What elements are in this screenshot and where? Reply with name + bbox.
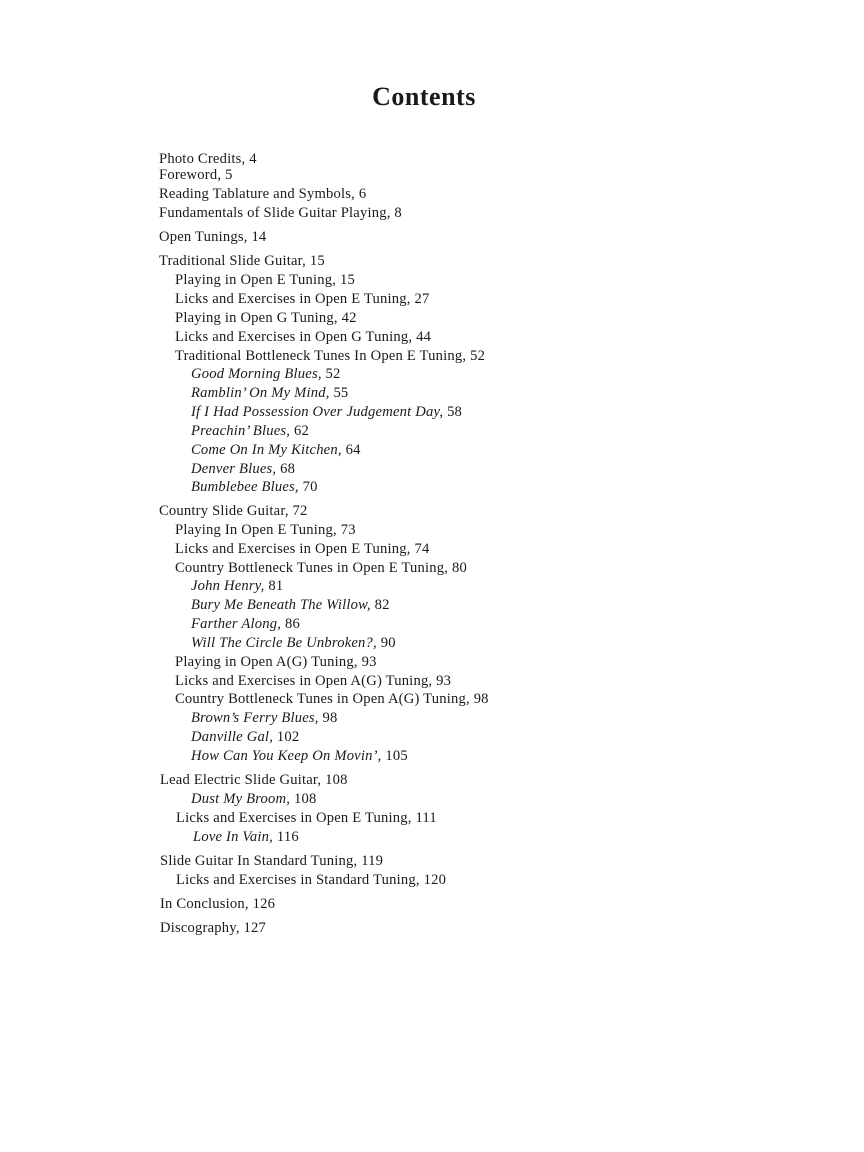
toc-entry-title: Reading Tablature and Symbols, <box>159 186 356 202</box>
toc-entry-title: Foreword, <box>159 167 222 183</box>
toc-entry-title: Farther Along, <box>191 616 282 632</box>
toc-entry-title: Open Tunings, <box>159 229 248 245</box>
toc-entry-title: If I Had Possession Over Judgement Day, <box>191 404 444 420</box>
toc-entry <box>176 809 437 827</box>
toc-entry-page: 73 <box>340 522 356 538</box>
toc-entry-title: Licks and Exercises in Open E Tuning, <box>175 541 411 557</box>
toc-entry-page: 80 <box>452 560 467 576</box>
toc-entry-title: Danville Gal, <box>191 729 274 745</box>
toc-entry <box>191 478 318 496</box>
toc-entry <box>191 577 283 595</box>
toc-entry-title: Discography, <box>160 920 240 936</box>
toc-entry <box>160 919 266 937</box>
toc-entry <box>175 271 355 289</box>
toc-entry-page: 93 <box>361 654 377 670</box>
toc-entry-page: 55 <box>333 385 349 401</box>
toc-entry-page: 6 <box>358 186 367 202</box>
toc-entry <box>159 185 366 203</box>
toc-entry-title: Playing in Open A(G) Tuning, <box>175 654 358 670</box>
toc-entry <box>191 422 309 440</box>
toc-entry-page: 68 <box>280 461 296 477</box>
toc-entry-title: Country Bottleneck Tunes in Open A(G) Tuning, <box>175 691 470 707</box>
toc-entry-page: 98 <box>322 710 338 726</box>
toc-entry <box>191 441 361 459</box>
toc-entry <box>159 252 325 270</box>
toc-entry-page: 14 <box>251 229 267 245</box>
toc-entry-title: Bury Me Beneath The Willow, <box>191 597 371 613</box>
toc-entry-title: Licks and Exercises in Open E Tuning, <box>176 810 412 826</box>
toc-entry-page: 98 <box>473 691 489 707</box>
toc-entry-title: Playing in Open E Tuning, <box>175 272 337 288</box>
toc-entry-page: 120 <box>423 872 447 888</box>
toc-entry <box>160 895 275 913</box>
toc-entry-title: Licks and Exercises in Open G Tuning, <box>175 329 413 345</box>
toc-entry <box>191 403 462 421</box>
toc-entry-title: Come On In My Kitchen, <box>191 442 342 458</box>
toc-entry-page: 108 <box>294 791 317 807</box>
toc-entry-page: 119 <box>361 853 384 869</box>
toc-entry <box>176 871 446 889</box>
toc-entry <box>191 365 341 383</box>
toc-entry <box>159 204 402 222</box>
toc-entry-page: 4 <box>249 151 257 167</box>
toc-entry-title: Playing In Open E Tuning, <box>175 522 337 538</box>
toc-entry <box>159 228 266 246</box>
toc-entry <box>175 290 429 308</box>
toc-entry-title: Playing in Open G Tuning, <box>175 310 338 326</box>
toc-entry-page: 8 <box>394 205 402 221</box>
toc-entry-page: 90 <box>380 635 396 651</box>
toc-entry-title: Good Morning Blues, <box>191 366 322 382</box>
toc-entry <box>160 852 383 870</box>
toc-entry <box>175 672 451 690</box>
toc-entry <box>175 559 467 577</box>
toc-entry-page: 74 <box>414 541 430 557</box>
toc-entry-page: 62 <box>293 423 309 439</box>
toc-entry <box>191 790 317 808</box>
toc-entry-page: 81 <box>268 578 284 594</box>
toc-entry-title: Will The Circle Be Unbroken?, <box>191 635 377 651</box>
toc-entry <box>175 328 431 346</box>
toc-entry <box>175 309 357 327</box>
toc-entry-page: 108 <box>325 772 348 788</box>
toc-entry <box>175 653 377 671</box>
toc-entry <box>191 709 338 727</box>
page-title: Contents <box>372 82 476 111</box>
toc-entry-page: 52 <box>325 366 341 382</box>
toc-entry-title: Licks and Exercises in Open E Tuning, <box>175 291 411 307</box>
toc-entry-page: 5 <box>225 167 233 183</box>
toc-entry <box>159 502 308 520</box>
toc-entry-title: Photo Credits, <box>159 151 246 167</box>
toc-entry-page: 86 <box>284 616 300 632</box>
toc-entry <box>175 540 429 558</box>
toc-entry-title: Traditional Slide Guitar, <box>159 253 306 269</box>
toc-entry-page: 15 <box>339 272 355 288</box>
toc-entry-page: 127 <box>243 920 267 936</box>
toc-entry-page: 15 <box>309 253 325 269</box>
toc-entry <box>191 384 348 402</box>
toc-entry-page: 70 <box>302 479 318 495</box>
toc-entry-title: Preachin’ Blues, <box>191 423 291 439</box>
toc-entry-title: Country Slide Guitar, <box>159 503 289 519</box>
toc-entry-page: 64 <box>345 442 361 458</box>
toc-entry <box>175 521 356 539</box>
toc-entry-title: Licks and Exercises in Open A(G) Tuning, <box>175 673 433 689</box>
toc-entry-title: Ramblin’ On My Mind, <box>191 385 330 401</box>
toc-entry-page: 93 <box>436 673 452 689</box>
toc-entry-title: Country Bottleneck Tunes in Open E Tuning, <box>175 560 449 576</box>
toc-entry <box>191 747 408 765</box>
toc-entry-title: Denver Blues, <box>191 461 277 477</box>
toc-entry <box>191 615 300 633</box>
toc-entry <box>191 596 390 614</box>
toc-entry-title: Brown’s Ferry Blues, <box>191 710 319 726</box>
toc-entry-title: Licks and Exercises in Standard Tuning, <box>176 872 420 888</box>
toc-entry-title: Love In Vain, <box>193 829 274 845</box>
toc-entry <box>159 166 233 184</box>
toc-entry-title: In Conclusion, <box>160 896 249 912</box>
toc-entry-title: Bumblebee Blues, <box>191 479 299 495</box>
toc-entry <box>160 771 348 789</box>
toc-entry-page: 42 <box>341 310 357 326</box>
toc-entry-title: John Henry, <box>191 578 265 594</box>
toc-entry <box>193 828 299 846</box>
toc-entry-title: Lead Electric Slide Guitar, <box>160 772 322 788</box>
toc-entry-page: 111 <box>415 810 437 826</box>
toc-entry-page: 44 <box>416 329 432 345</box>
toc-entry-page: 116 <box>276 829 299 845</box>
toc-entry-page: 82 <box>374 597 390 613</box>
toc-entry-page: 58 <box>447 404 463 420</box>
toc-entry-title: Slide Guitar In Standard Tuning, <box>160 853 358 869</box>
toc-entry-page: 27 <box>414 291 430 307</box>
toc-entry-page: 126 <box>252 896 276 912</box>
toc-entry-title: Fundamentals of Slide Guitar Playing, <box>159 205 391 221</box>
toc-entry <box>175 690 489 708</box>
toc-entry-title: How Can You Keep On Movin’, <box>191 748 382 764</box>
toc-entry <box>175 347 485 365</box>
toc-entry-title: Dust My Broom, <box>191 791 291 807</box>
toc-entry-title: Traditional Bottleneck Tunes In Open E Tuning, <box>175 348 467 364</box>
toc-entry-page: 52 <box>470 348 486 364</box>
toc-entry <box>191 728 299 746</box>
toc-entry <box>191 634 396 652</box>
toc-entry-page: 72 <box>292 503 308 519</box>
toc-entry-page: 105 <box>385 748 408 764</box>
toc-entry-page: 102 <box>276 729 300 745</box>
toc-entry <box>191 460 295 478</box>
